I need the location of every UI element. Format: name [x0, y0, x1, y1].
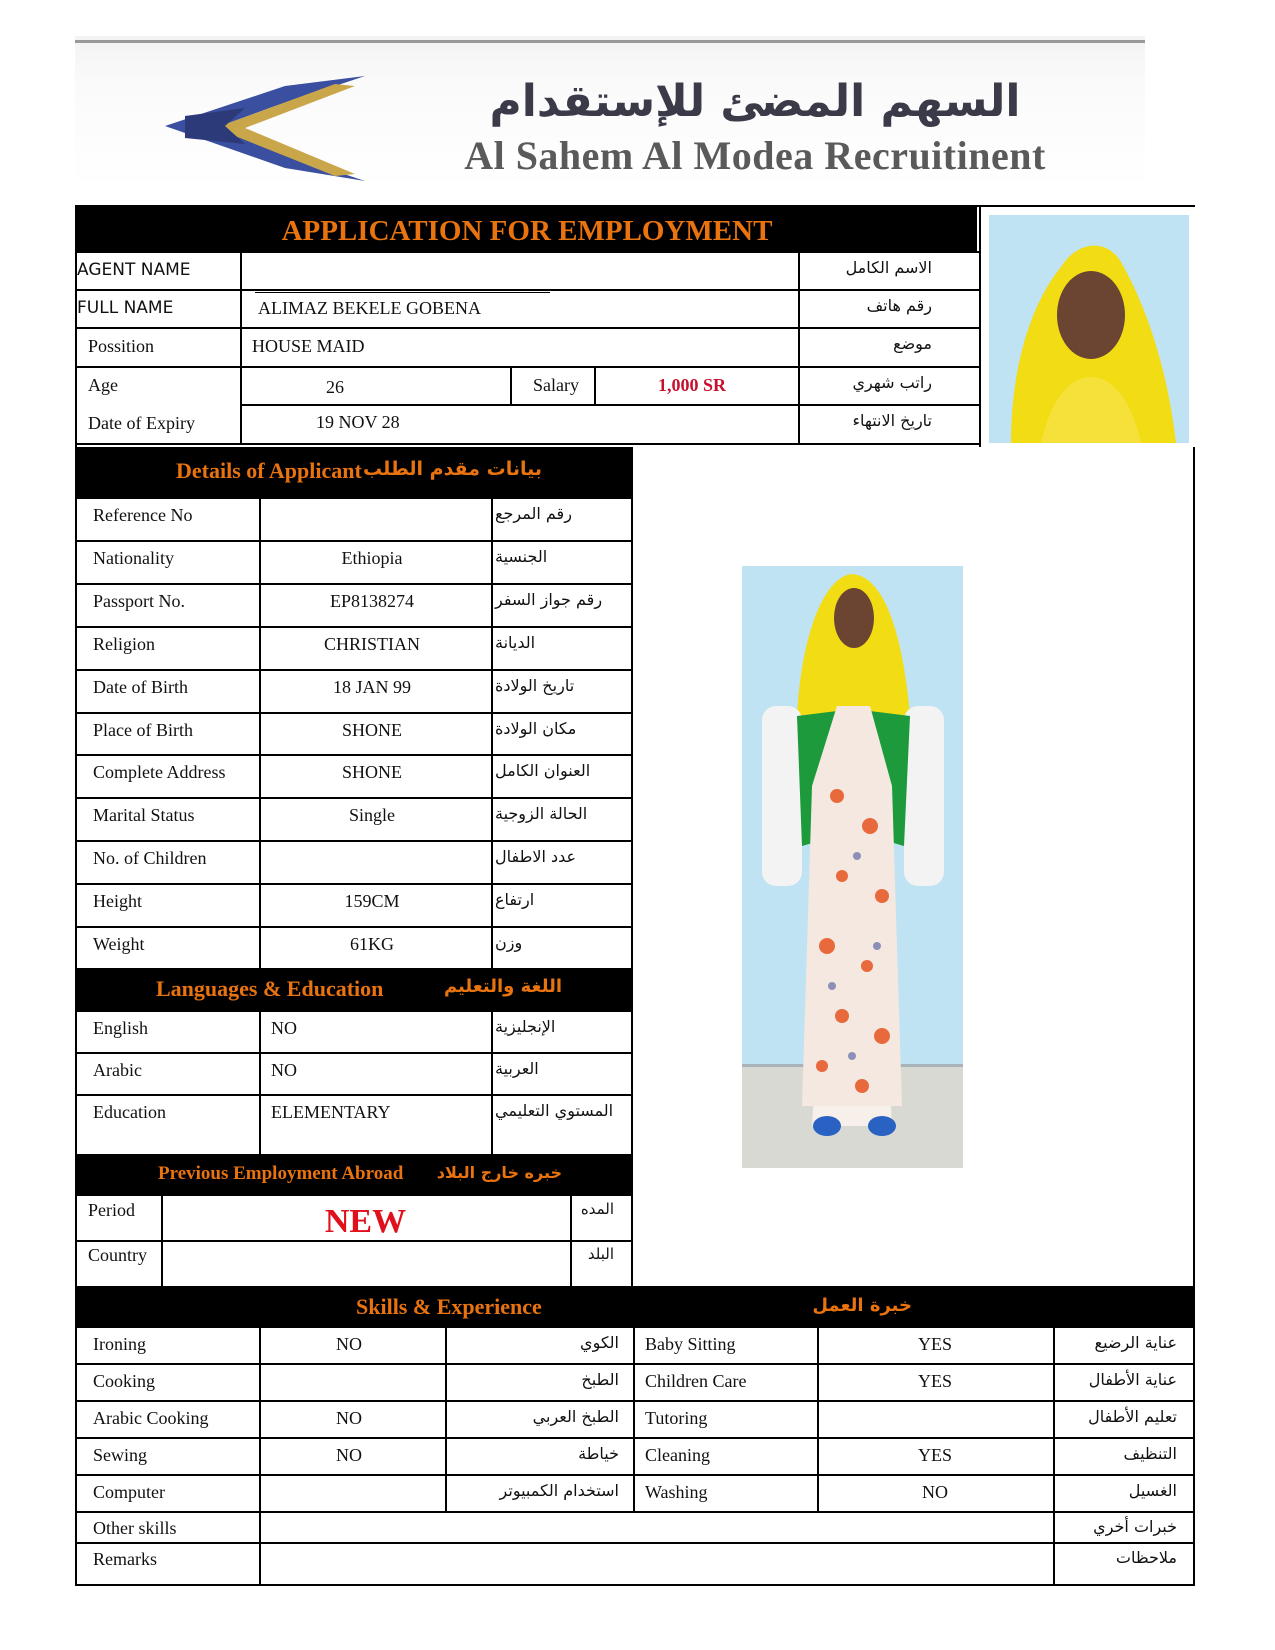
- row-divider: [77, 712, 633, 714]
- detail-value[interactable]: EP8138274: [329, 590, 414, 611]
- agent-name-arabic: الاسم الكامل: [845, 258, 932, 277]
- row-divider: [77, 251, 979, 253]
- skill-label: Computer: [93, 1482, 165, 1502]
- skill-value[interactable]: NO: [336, 1445, 362, 1465]
- detail-value[interactable]: [255, 501, 489, 509]
- row-divider: [77, 1094, 633, 1096]
- skill-value[interactable]: [257, 1367, 441, 1375]
- skill-value[interactable]: YES: [917, 1445, 952, 1465]
- col-divider: [259, 497, 261, 969]
- row-divider: [77, 540, 633, 542]
- detail-label: Marital Status: [93, 805, 195, 826]
- detail-value[interactable]: 18 JAN 99: [332, 676, 411, 697]
- expiry-arabic: تاريخ الانتهاء: [852, 411, 932, 430]
- skill-arabic: التنظيف: [1123, 1444, 1177, 1463]
- detail-label: Reference No: [93, 505, 193, 525]
- skill-label: Cooking: [93, 1371, 156, 1391]
- age-value[interactable]: 26: [326, 377, 344, 397]
- skill-arabic: خياطة: [578, 1444, 619, 1463]
- col-divider: [510, 368, 512, 404]
- country-arabic: البلد: [587, 1245, 614, 1263]
- detail-value[interactable]: Single: [348, 805, 395, 826]
- skill-value[interactable]: NO: [336, 1408, 362, 1428]
- detail-arabic: الجنسية: [495, 546, 548, 566]
- full-name-arabic: رقم هاتف: [866, 296, 932, 315]
- detail-value[interactable]: Ethiopia: [341, 547, 403, 568]
- previous-title-english: Previous Employment Abroad: [158, 1163, 404, 1184]
- language-label: English: [93, 1018, 149, 1038]
- skill-arabic: الطبخ: [581, 1370, 619, 1389]
- language-arabic: الإنجليزية: [495, 1017, 556, 1036]
- salary-arabic: راتب شهري: [852, 373, 932, 392]
- row-divider: [77, 840, 633, 842]
- skill-label: Sewing: [93, 1445, 147, 1465]
- row-divider: [77, 1542, 1195, 1544]
- col-divider: [817, 1326, 819, 1511]
- language-value[interactable]: NO: [271, 1060, 297, 1080]
- skills-title-arabic: خبرة العمل: [812, 1295, 912, 1316]
- position-arabic: موضع: [893, 334, 932, 353]
- col-divider: [594, 366, 596, 404]
- other-skills-label: Other skills: [93, 1518, 177, 1538]
- row-divider: [77, 327, 979, 329]
- period-arabic: المده: [580, 1200, 614, 1218]
- skill-arabic: الغسيل: [1128, 1481, 1177, 1500]
- language-label: Arabic: [93, 1060, 142, 1080]
- row-divider: [77, 669, 633, 671]
- languages-title-english: Languages & Education: [156, 976, 384, 1001]
- row-divider: [77, 883, 633, 885]
- detail-arabic: تاريخ الولادة: [495, 675, 575, 695]
- age-label: Age: [88, 375, 118, 395]
- detail-value[interactable]: CHRISTIAN: [323, 633, 420, 654]
- expiry-value[interactable]: 19 NOV 28: [316, 412, 400, 432]
- row-divider: [77, 497, 633, 499]
- skill-arabic: عناية الأطفال: [1088, 1370, 1177, 1389]
- languages-title-arabic: اللغة والتعليم: [443, 976, 562, 997]
- row-divider: [77, 1363, 1195, 1365]
- applicant-full-body-photo: [742, 566, 963, 1168]
- row-divider: [240, 404, 800, 406]
- skill-value[interactable]: [819, 1404, 1051, 1412]
- full-name-underline: [255, 292, 550, 293]
- country-label: Country: [88, 1245, 148, 1265]
- detail-label: Weight: [93, 934, 145, 954]
- row-divider: [77, 1474, 1195, 1476]
- row-divider: [77, 1511, 1195, 1513]
- skill-label: Baby Sitting: [645, 1334, 736, 1354]
- col-divider: [1053, 1326, 1055, 1586]
- detail-arabic: وزن: [495, 933, 523, 952]
- skills-title-english: Skills & Experience: [356, 1294, 542, 1319]
- period-value[interactable]: NEW: [324, 1203, 407, 1240]
- details-table: [77, 497, 633, 969]
- details-title-english: Details of Applicant: [176, 458, 362, 483]
- row-divider: [77, 1010, 633, 1012]
- languages-table: [77, 1010, 633, 1154]
- country-value[interactable]: [163, 1241, 568, 1249]
- col-divider: [491, 1010, 493, 1154]
- row-divider: [77, 289, 979, 291]
- col-divider: [240, 251, 242, 443]
- skill-value[interactable]: NO: [922, 1482, 948, 1502]
- col-divider: [259, 1010, 261, 1154]
- other-skills-arabic: خبرات أخري: [1093, 1517, 1177, 1536]
- skill-label: Tutoring: [645, 1408, 708, 1428]
- full-name-value[interactable]: ALIMAZ BEKELE GOBENA: [258, 298, 481, 318]
- detail-value[interactable]: SHONE: [341, 762, 402, 783]
- skill-label: Ironing: [93, 1334, 146, 1354]
- detail-label: Complete Address: [93, 762, 226, 783]
- form-title: APPLICATION FOR EMPLOYMENT: [281, 215, 773, 247]
- detail-arabic: عدد الاطفال: [495, 847, 577, 867]
- detail-label: Height: [93, 891, 142, 912]
- skill-value[interactable]: [257, 1478, 441, 1486]
- agent-name-label: AGENT NAME: [77, 260, 191, 280]
- col-divider: [631, 447, 633, 1286]
- skill-arabic: تعليم الأطفال: [1088, 1407, 1177, 1426]
- col-divider: [633, 1326, 635, 1511]
- col-divider: [259, 1326, 261, 1586]
- skill-value[interactable]: YES: [917, 1334, 952, 1354]
- row-divider: [77, 797, 633, 799]
- detail-arabic: مكان الولادة: [495, 718, 577, 738]
- row-divider: [77, 583, 633, 585]
- position-label: Possition: [88, 336, 155, 356]
- detail-label: No. of Children: [93, 848, 207, 869]
- detail-arabic: الحالة الزوجية: [495, 804, 588, 824]
- language-arabic: العربية: [495, 1059, 539, 1078]
- detail-label: Nationality: [93, 547, 174, 568]
- row-divider: [77, 754, 633, 756]
- logo-arabic-name: السهم المضئ للإستقدام: [489, 76, 1021, 127]
- applicant-head-photo: [979, 207, 1195, 447]
- row-divider: [77, 1400, 1195, 1402]
- col-divider: [445, 1326, 447, 1511]
- row-divider: [77, 1326, 1195, 1328]
- skill-label: Cleaning: [645, 1445, 710, 1465]
- skill-label: Arabic Cooking: [93, 1408, 209, 1428]
- skill-arabic: الطبخ العربي: [532, 1407, 619, 1426]
- row-divider: [77, 443, 979, 445]
- language-value[interactable]: ELEMENTARY: [271, 1102, 391, 1122]
- skills-table: [77, 1326, 1195, 1586]
- row-divider: [800, 404, 979, 406]
- detail-arabic: العنوان الكامل: [495, 761, 591, 781]
- row-divider: [77, 1052, 633, 1054]
- detail-label: Religion: [93, 633, 155, 654]
- skill-value[interactable]: YES: [917, 1371, 952, 1391]
- full-name-label: FULL NAME: [77, 298, 174, 318]
- col-divider: [491, 497, 493, 969]
- detail-label: Date of Birth: [93, 676, 188, 697]
- skill-label: Washing: [645, 1482, 708, 1502]
- detail-label: Place of Birth: [93, 719, 193, 740]
- skill-arabic: الكوي: [580, 1333, 619, 1352]
- language-label: Education: [93, 1102, 166, 1122]
- row-divider: [77, 626, 633, 628]
- company-logo-banner: [75, 36, 1145, 188]
- agent-name-value[interactable]: [250, 256, 266, 264]
- remarks-arabic: ملاحظات: [1115, 1548, 1177, 1567]
- skill-value[interactable]: NO: [336, 1334, 362, 1354]
- row-divider: [77, 1437, 1195, 1439]
- language-arabic: المستوي التعليمي: [495, 1101, 614, 1120]
- skills-title-bar: [77, 1288, 1193, 1326]
- language-value[interactable]: NO: [271, 1018, 297, 1038]
- expiry-label: Date of Expiry: [88, 413, 195, 433]
- details-title-arabic: بيانات مقدم الطلب: [363, 458, 542, 480]
- logo-top-line: [75, 40, 1145, 43]
- detail-value[interactable]: SHONE: [341, 719, 402, 740]
- detail-value[interactable]: [255, 844, 489, 852]
- position-value[interactable]: HOUSE MAID: [252, 336, 365, 356]
- detail-value[interactable]: 61KG: [350, 934, 394, 954]
- detail-arabic: رقم جواز السفر: [495, 589, 603, 609]
- row-divider: [77, 366, 979, 368]
- salary-value[interactable]: 1,000 SR: [658, 375, 727, 395]
- previous-title-arabic: خبره خارج البلاد: [436, 1163, 562, 1182]
- row-divider: [77, 926, 633, 928]
- logo-english-name: Al Sahem Al Modea Recruitinent: [464, 133, 1046, 178]
- skill-arabic: عناية الرضيع: [1094, 1333, 1177, 1352]
- period-label: Period: [88, 1200, 135, 1220]
- arrow-logo-icon: [155, 56, 385, 186]
- detail-arabic: ارتفاع: [495, 890, 535, 910]
- detail-arabic: رقم المرجع: [495, 504, 572, 523]
- detail-value[interactable]: 159CM: [344, 891, 400, 912]
- detail-label: Passport No.: [93, 590, 186, 611]
- detail-arabic: الديانة: [495, 632, 536, 652]
- skill-label: Children Care: [645, 1371, 747, 1391]
- salary-label: Salary: [533, 375, 579, 395]
- remarks-label: Remarks: [93, 1549, 157, 1569]
- skill-arabic: استخدام الكمبيوتر: [499, 1481, 619, 1500]
